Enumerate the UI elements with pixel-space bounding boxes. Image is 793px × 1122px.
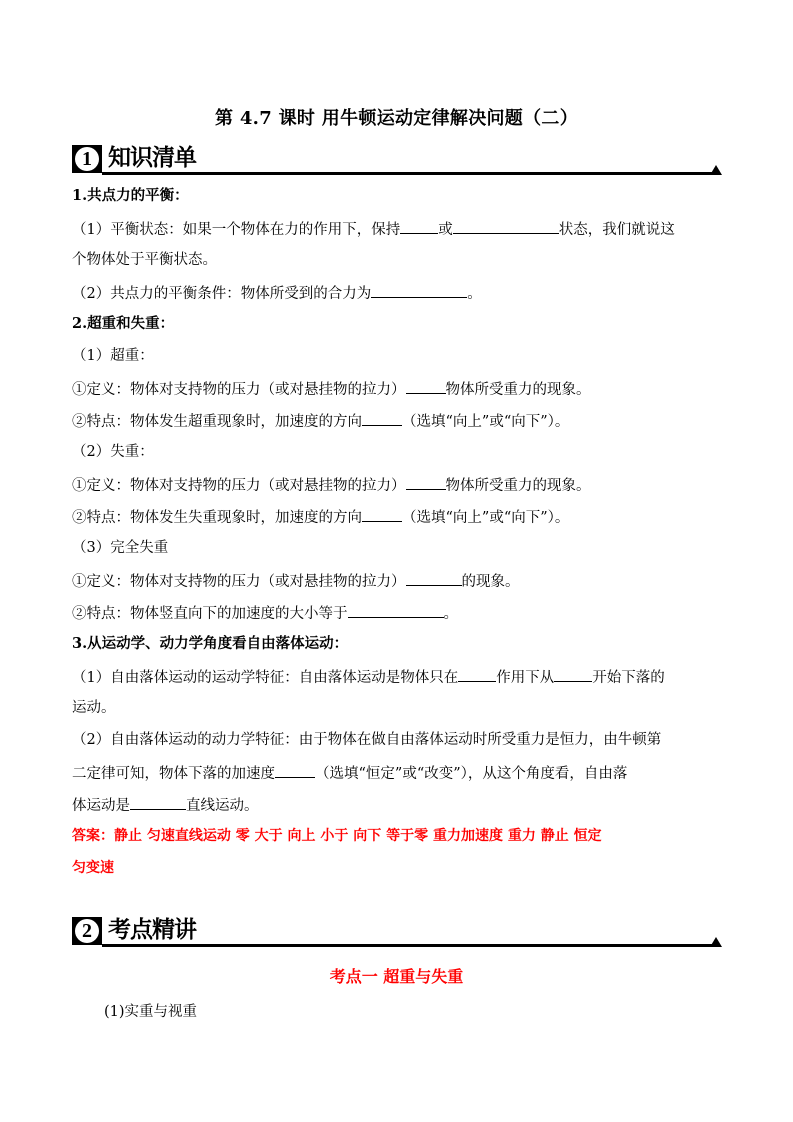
- number-badge-icon: [72, 917, 102, 945]
- document-title: 第 4.7 课时 用牛顿运动定律解决问题（二）: [214, 108, 578, 129]
- paragraph: [72, 506, 569, 528]
- number-badge-icon: [72, 145, 102, 173]
- text: 。: [467, 286, 482, 302]
- paragraph: [72, 474, 591, 496]
- section-number: 2: [75, 919, 99, 943]
- text: 状态，我们就说这: [558, 222, 675, 238]
- subheading: （2）失重：: [72, 444, 154, 460]
- triangle-marker-icon: [710, 937, 722, 947]
- text: 的现象。: [461, 574, 520, 590]
- text: 作用下从: [496, 670, 555, 686]
- text: ①定义：物体对支持物的压力（或对悬挂物的拉力）: [72, 574, 406, 590]
- subheading: （3）完全失重: [72, 540, 169, 556]
- fill-blank: [406, 474, 446, 490]
- text: （选填“向上”或“向下”）。: [402, 510, 570, 526]
- fill-blank: [348, 602, 444, 618]
- fill-blank: [275, 762, 315, 778]
- paragraph: [72, 218, 675, 240]
- text: 体运动是: [72, 798, 130, 814]
- text: （1）平衡状态：如果一个物体在力的作用下，保持: [72, 222, 401, 238]
- paragraph: [72, 570, 520, 592]
- fill-blank: [362, 410, 402, 426]
- paragraph: [72, 410, 569, 432]
- section-heading: 知识清单: [108, 145, 196, 171]
- text: 开始下落的: [592, 670, 665, 686]
- text: ②特点：物体发生失重现象时，加速度的方向: [72, 510, 362, 526]
- topic-heading: 1.共点力的平衡：: [72, 187, 189, 204]
- fill-blank: [362, 506, 402, 522]
- fill-blank: [458, 666, 496, 682]
- subheading: （1）超重：: [72, 348, 154, 364]
- text: 物体所受重力的现象。: [445, 478, 591, 494]
- paragraph: [72, 602, 458, 624]
- text: （1）自由落体运动的运动学特征：自由落体运动是物体只在: [72, 670, 459, 686]
- text: 或: [438, 222, 453, 238]
- text: （选填“恒定”或“改变”），从这个角度看，自由落: [315, 766, 628, 782]
- text: ②特点：物体发生超重现象时，加速度的方向: [72, 414, 362, 430]
- paragraph: （2）自由落体运动的动力学特征：由于物体在做自由落体运动时所受重力是恒力，由牛顿第: [72, 732, 662, 748]
- paragraph: [72, 282, 482, 304]
- paragraph-continued: [72, 762, 627, 784]
- topic-heading: 2.超重和失重：: [72, 315, 175, 332]
- fill-blank: [130, 794, 186, 810]
- section-number: 1: [75, 147, 99, 171]
- exam-point-item: (1)实重与视重: [104, 1004, 198, 1020]
- answer-line-continued: 匀变速: [72, 860, 114, 876]
- fill-blank: [406, 378, 446, 394]
- text: 物体所受重力的现象。: [445, 382, 591, 398]
- text: （选填“向上”或“向下”）。: [402, 414, 570, 430]
- text: 直线运动。: [186, 798, 259, 814]
- section-heading: 考点精讲: [108, 917, 196, 943]
- section-divider: [102, 944, 716, 947]
- paragraph: [72, 666, 665, 688]
- paragraph-continued: [72, 794, 259, 816]
- triangle-marker-icon: [710, 165, 722, 175]
- exam-point-title: 考点一 超重与失重: [329, 967, 464, 986]
- paragraph-continued: 运动。: [72, 700, 116, 716]
- section-header-knowledge: [72, 142, 722, 176]
- section-divider: [102, 172, 716, 175]
- text: 二定律可知，物体下落的加速度: [72, 766, 275, 782]
- text: ①定义：物体对支持物的压力（或对悬挂物的拉力）: [72, 478, 406, 494]
- fill-blank: [371, 282, 467, 298]
- fill-blank: [400, 218, 438, 234]
- text: 。: [443, 606, 458, 622]
- fill-blank: [554, 666, 592, 682]
- fill-blank: [406, 570, 462, 586]
- paragraph-continued: 个物体处于平衡状态。: [72, 252, 217, 268]
- answer-line: 答案：静止 匀速直线运动 零 大于 向上 小于 向下 等于零 重力加速度 重力 静止 恒定: [72, 828, 602, 844]
- text: ①定义：物体对支持物的压力（或对悬挂物的拉力）: [72, 382, 406, 398]
- topic-heading: 3.从运动学、动力学角度看自由落体运动：: [72, 635, 349, 652]
- text: ②特点：物体竖直向下的加速度的大小等于: [72, 606, 348, 622]
- text: （2）共点力的平衡条件：物体所受到的合力为: [72, 286, 372, 302]
- paragraph: [72, 378, 591, 400]
- section-header-exam-points: [72, 914, 722, 948]
- fill-blank: [453, 218, 559, 234]
